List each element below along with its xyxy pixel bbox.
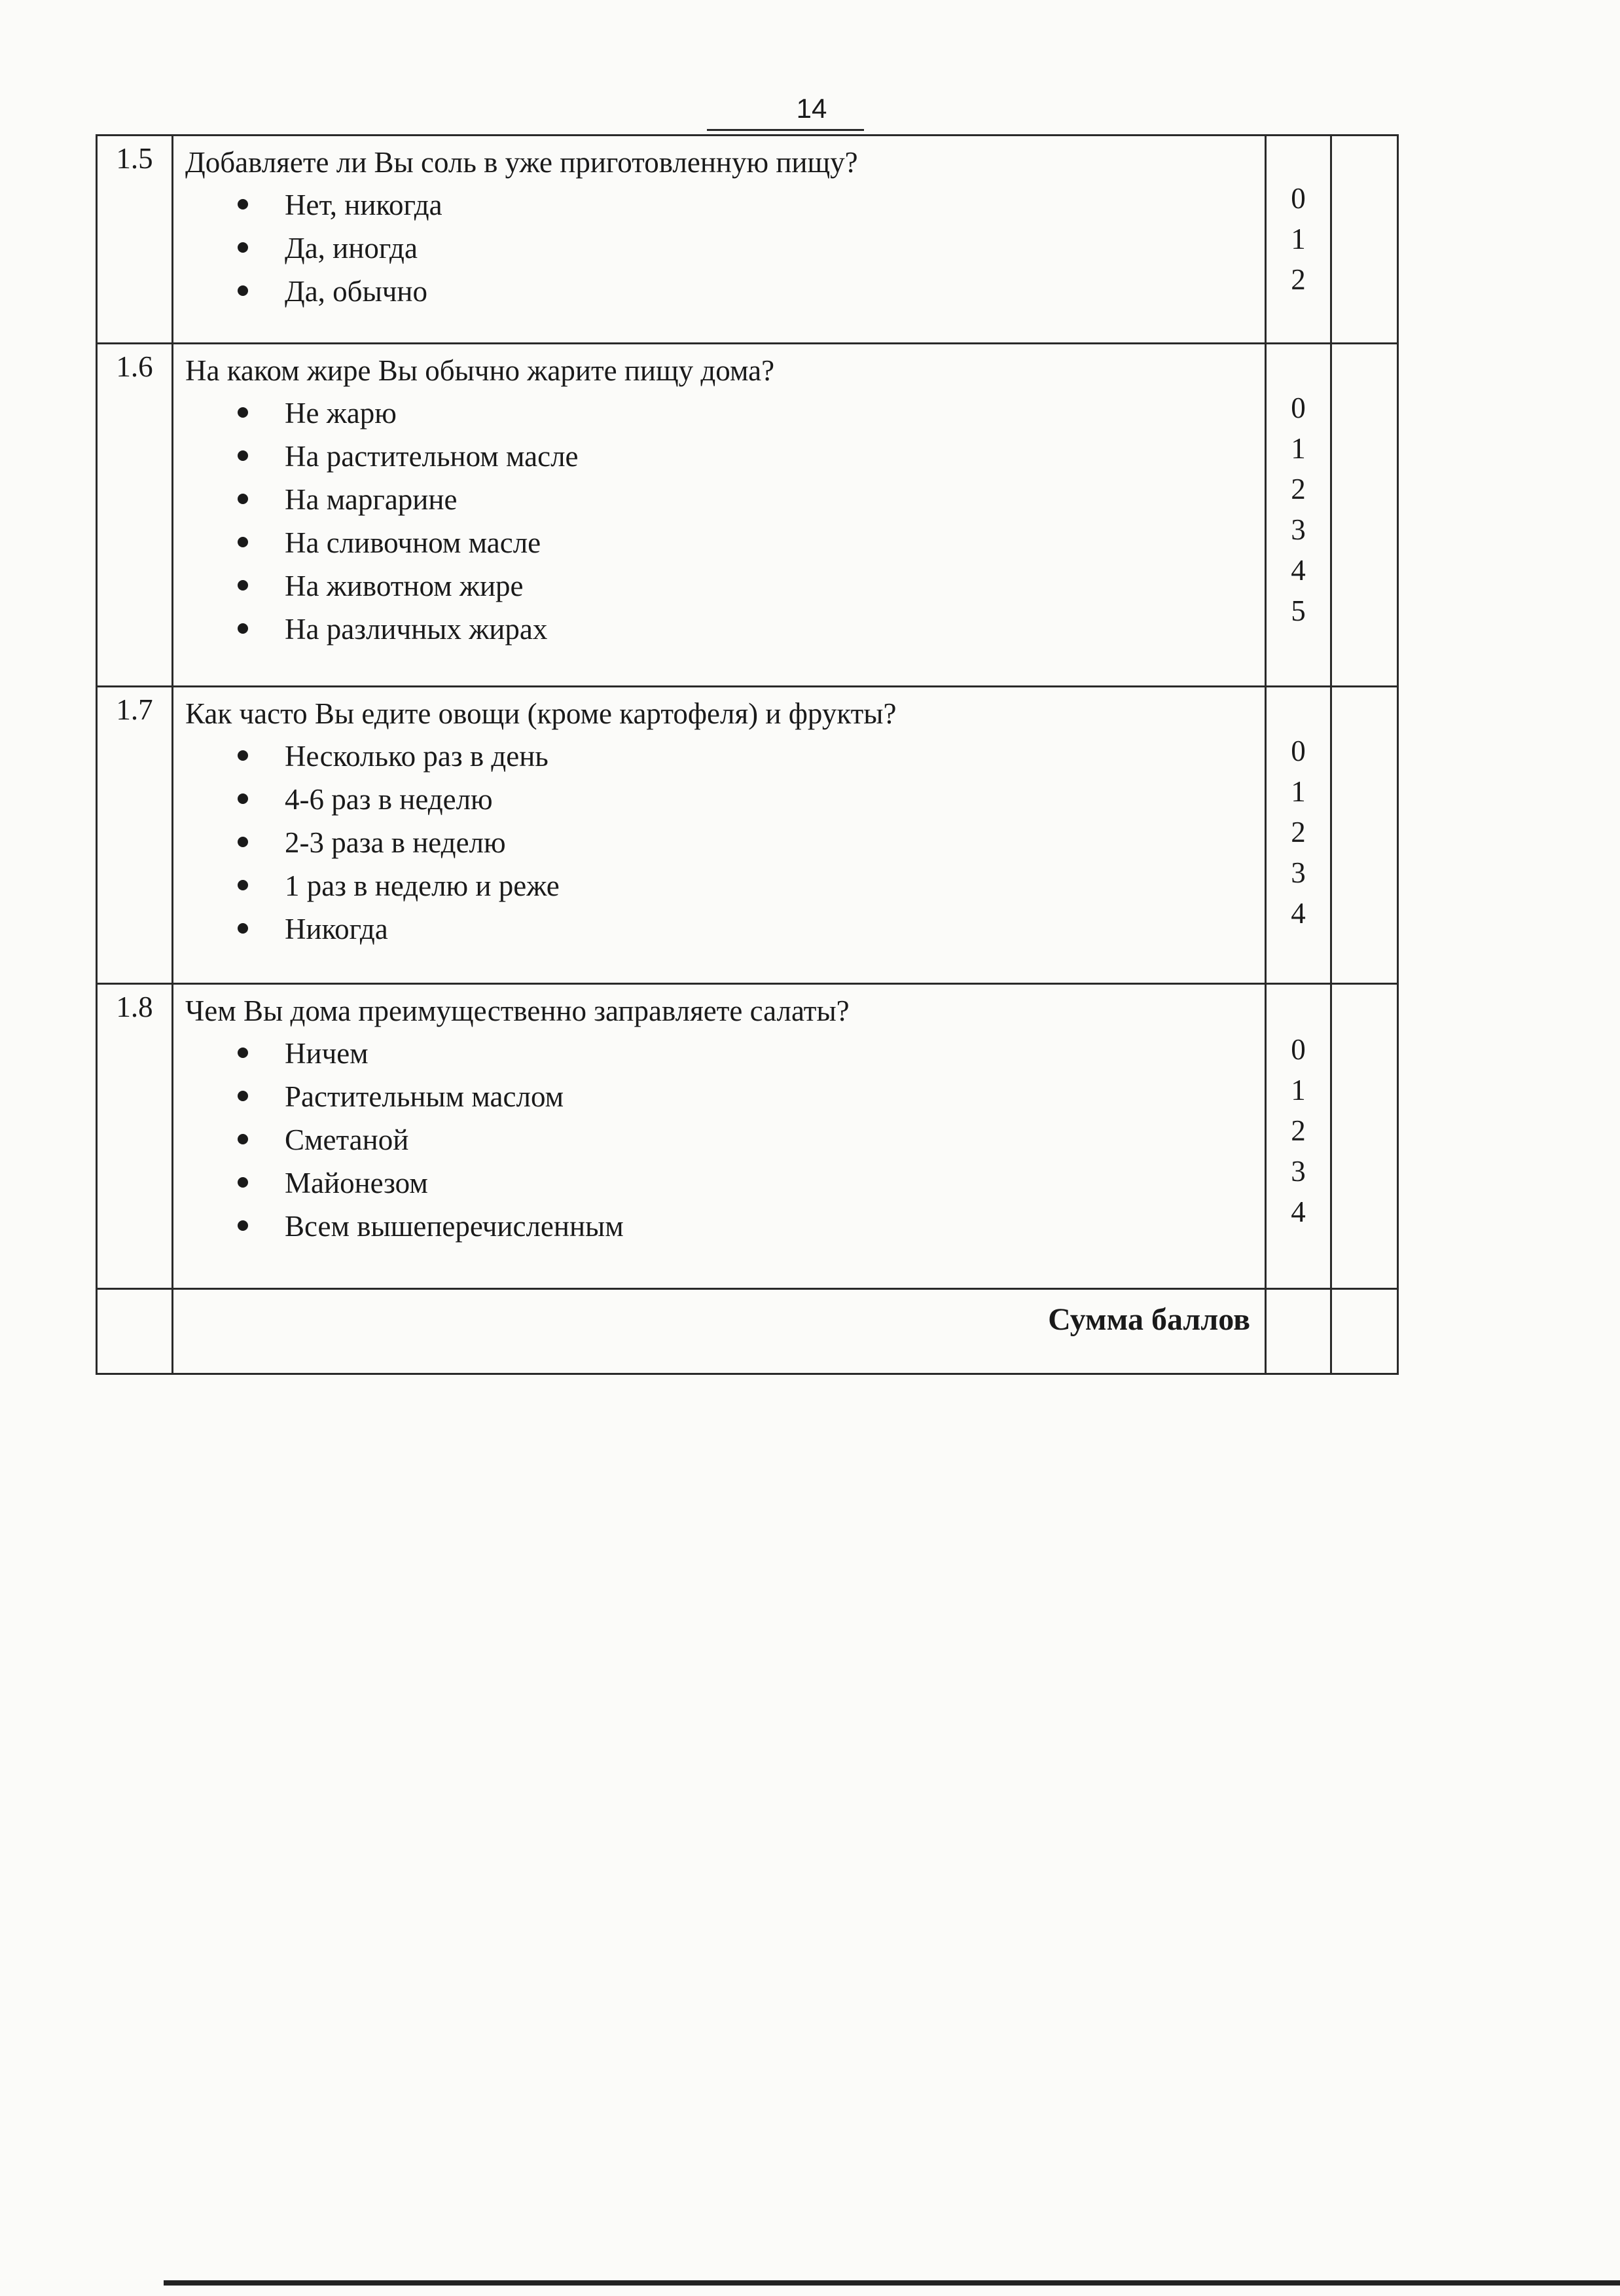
question-row	[97, 687, 1398, 984]
score-value: 2	[1291, 473, 1306, 505]
options-list	[185, 392, 1265, 651]
score-value: 5	[1291, 594, 1306, 627]
question-cell	[173, 984, 1266, 1289]
score-value: 4	[1291, 1195, 1306, 1228]
option-item: 1 раз в неделю и реже	[238, 864, 1265, 907]
option-item: Растительным маслом	[238, 1075, 1265, 1118]
answer-cell[interactable]	[1331, 687, 1398, 984]
question-row	[97, 344, 1398, 687]
score-value: 4	[1291, 897, 1306, 930]
answer-cell[interactable]	[1331, 984, 1398, 1289]
options-list	[185, 183, 1265, 313]
answer-cell[interactable]	[1331, 136, 1398, 344]
score-value: 0	[1291, 182, 1306, 215]
option-item: Да, обычно	[238, 270, 1265, 313]
question-cell	[173, 136, 1266, 344]
option-item: Не жарю	[238, 392, 1265, 435]
questionnaire-table	[96, 134, 1399, 1375]
question-number: 1.5	[97, 136, 173, 344]
score-value: 1	[1291, 432, 1306, 465]
option-item: Да, иногда	[238, 227, 1265, 270]
score-value: 3	[1291, 513, 1306, 546]
question-number: 1.8	[97, 984, 173, 1289]
question-row	[97, 984, 1398, 1289]
score-value: 1	[1291, 1074, 1306, 1106]
sum-score-cell[interactable]	[1266, 1289, 1331, 1374]
option-item: Всем вышеперечисленным	[238, 1205, 1265, 1248]
score-value: 3	[1291, 1155, 1306, 1188]
question-text: Чем Вы дома преимущественно заправляете салаты?	[185, 994, 850, 1027]
score-value: 2	[1291, 1114, 1306, 1147]
scores-cell	[1266, 984, 1331, 1289]
scan-edge-line	[164, 2280, 1620, 2286]
option-item: Никогда	[238, 907, 1265, 951]
score-value: 1	[1291, 775, 1306, 808]
score-value: 0	[1291, 1033, 1306, 1066]
scores-cell	[1266, 136, 1331, 344]
options-list	[185, 1032, 1265, 1248]
option-item: 4-6 раз в неделю	[238, 778, 1265, 821]
option-item: На различных жирах	[238, 608, 1265, 651]
page-number: 14	[796, 93, 827, 124]
option-item: На животном жире	[238, 564, 1265, 608]
option-item: На маргарине	[238, 478, 1265, 521]
score-value: 4	[1291, 554, 1306, 587]
option-item: На растительном масле	[238, 435, 1265, 478]
option-item: Сметаной	[238, 1118, 1265, 1161]
scores-cell	[1266, 344, 1331, 687]
option-item: Несколько раз в день	[238, 735, 1265, 778]
score-value: 2	[1291, 816, 1306, 848]
sum-label: Сумма баллов	[173, 1289, 1266, 1374]
score-value: 2	[1291, 263, 1306, 296]
question-number: 1.7	[97, 687, 173, 984]
question-row	[97, 136, 1398, 344]
question-cell	[173, 344, 1266, 687]
scores-cell	[1266, 687, 1331, 984]
answer-cell[interactable]	[1331, 344, 1398, 687]
option-item: Ничем	[238, 1032, 1265, 1075]
sum-blank-cell	[1331, 1289, 1398, 1374]
question-text: Как часто Вы едите овощи (кроме картофеля) и фрукты?	[185, 697, 897, 730]
page-number-rule	[707, 129, 864, 131]
question-number: 1.6	[97, 344, 173, 687]
sum-number-cell	[97, 1289, 173, 1374]
option-item: Майонезом	[238, 1161, 1265, 1205]
options-list	[185, 735, 1265, 951]
score-value: 0	[1291, 735, 1306, 767]
score-value: 3	[1291, 856, 1306, 889]
option-item: Нет, никогда	[238, 183, 1265, 227]
sum-row	[97, 1289, 1398, 1374]
question-text: На каком жире Вы обычно жарите пищу дома?	[185, 354, 775, 387]
option-item: 2-3 раза в неделю	[238, 821, 1265, 864]
option-item: На сливочном масле	[238, 521, 1265, 564]
score-value: 1	[1291, 223, 1306, 255]
score-value: 0	[1291, 392, 1306, 424]
question-cell	[173, 687, 1266, 984]
question-text: Добавляете ли Вы соль в уже приготовленную пищу?	[185, 146, 858, 179]
